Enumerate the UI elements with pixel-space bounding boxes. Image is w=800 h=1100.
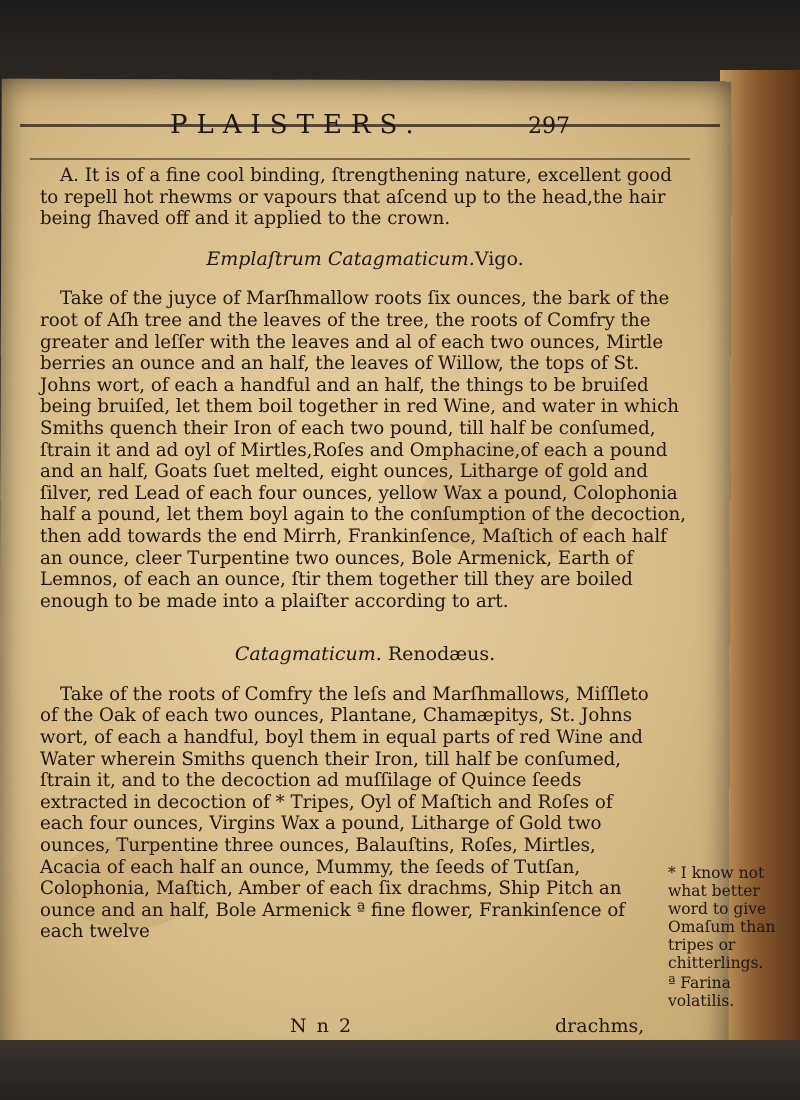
- paragraph-a: A. It is of a fine cool binding, ſtrengthening nature, excellent good to repell hot rhewms or vapours that aſcend up to the head,the hair being ſhaved off and it applied to the crown.: [40, 165, 672, 230]
- recipe-title-1-name: Emplaſtrum Catagmaticum.: [206, 247, 475, 270]
- backdrop-top: [0, 0, 800, 90]
- header-rule: [30, 158, 690, 160]
- backdrop-bottom: [0, 1040, 800, 1100]
- paragraph-1: Take of the juyce of Marſhmallow roots ſix ounces, the bark of the root of Aſh tree and the leaves of the tree, the roots of Comfry the greater and leſſer with the leaves and al of each two ounces, Mirtle berries an ounce and an half, the leaves of Willow, the tops of St. Johns wort, of each a handful and an half, the things to be bruiſed being bruiſed, let them boil together in red Wine, and water in which Smiths quench their Iron of each two pound, till half be conſumed, ſtrain it and ad oyl of Mirtles,Roſes and Omphacine,of each a pound and an half, Goats ſuet melted, eight ounces, Litharge of gold and ſilver, red Lead of each four ounces, yellow Wax a pound, Colophonia half a pound, let them boyl again to the conſumption of the decoction, then add towards the end Mirrh, Frankinſence, Maſtich of each half an ounce, cleer Turpentine two ounces, Bole Armenick, Earth of Lemnos, of each an ounce, ſtir them together till they are boiled enough to be made into a plaiſter according to art.: [40, 288, 687, 612]
- margin-note-tripes: * I know not what better word to give Omaſum than tripes or chitterlings.: [668, 864, 776, 972]
- signature-mark: N n 2: [290, 1015, 354, 1037]
- page-header: [170, 110, 570, 140]
- paragraph-2: Take of the roots of Comfry the leſs and Marſhmallows, Miſſleto of the Oak of each two ounces, Plantane, Chamæpitys, St. Johns wort, of each a handful, boyl them in equal parts of red Wine and Water wherein Smiths quench their Iron, till half be conſumed, ſtrain it, and to the decoction ad muſſilage of Quince ſeeds extracted in decoction of * Tripes, Oyl of Maſtich and Roſes of each four ounces, Virgins Wax a pound, Litharge of Gold two ounces, Turpentine three ounces, Balauſtins, Roſes, Mirtles, Acacia of each half an ounce, Mummy, the ſeeds of Tutſan, Colophonia, Maſtich, Amber of each ſix drachms, Ship Pitch an ounce and an half, Bole Armenick ª fine flower, Frankinſence of each twelve: [40, 683, 649, 943]
- recipe-title-2-author: Renodæus.: [387, 643, 496, 666]
- catchword: drachms,: [555, 1015, 645, 1037]
- text-block: [40, 165, 690, 943]
- recipe-title-1-author: Vigo.: [474, 247, 524, 270]
- margin-note-farina: ª Farina volatilis.: [668, 974, 735, 1010]
- recipe-title-1: [40, 249, 690, 271]
- running-head: PLAISTERS.: [170, 110, 423, 140]
- recipe-title-2-name: Catagmaticum.: [234, 643, 382, 666]
- recipe-title-2: [40, 644, 690, 666]
- page-number: 297: [528, 114, 570, 139]
